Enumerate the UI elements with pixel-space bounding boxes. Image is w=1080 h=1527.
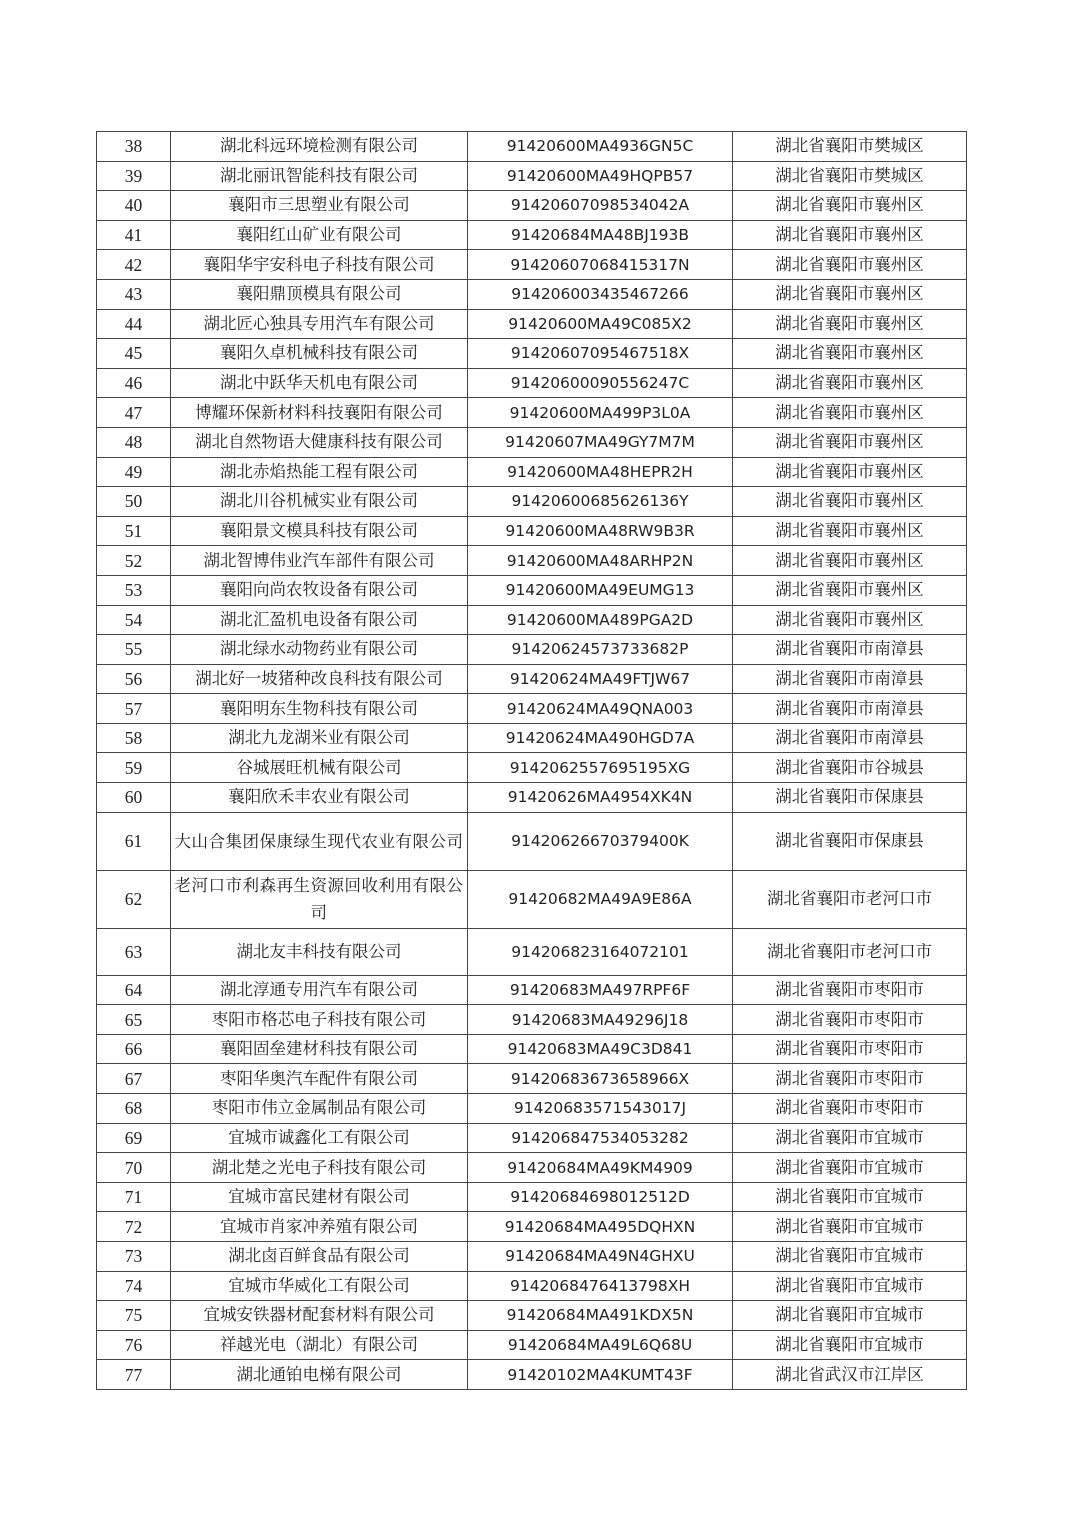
table-row xyxy=(97,398,967,428)
credit-code: 914206003435467266 xyxy=(468,279,733,309)
region: 湖北省武汉市江岸区 xyxy=(733,1360,967,1390)
company-name: 枣阳华奥汽车配件有限公司 xyxy=(171,1064,468,1094)
company-name: 湖北自然物语大健康科技有限公司 xyxy=(171,427,468,457)
company-name: 老河口市利森再生资源回收利用有限公司 xyxy=(171,870,468,928)
row-number: 66 xyxy=(97,1034,171,1064)
table-row xyxy=(97,635,967,665)
table-row xyxy=(97,427,967,457)
company-name: 湖北科远环境检测有限公司 xyxy=(171,132,468,162)
region: 湖北省襄阳市襄州区 xyxy=(733,309,967,339)
row-number: 45 xyxy=(97,339,171,369)
row-number: 74 xyxy=(97,1271,171,1301)
credit-code: 91420684MA491KDX5N xyxy=(468,1301,733,1331)
region: 湖北省襄阳市枣阳市 xyxy=(733,1005,967,1035)
row-number: 72 xyxy=(97,1212,171,1242)
region: 湖北省襄阳市枣阳市 xyxy=(733,1064,967,1094)
company-name: 宜城市肖家冲养殖有限公司 xyxy=(171,1212,468,1242)
company-name: 宜城安铁器材配套材料有限公司 xyxy=(171,1301,468,1331)
table-row xyxy=(97,1330,967,1360)
credit-code: 91420684MA48BJ193B xyxy=(468,220,733,250)
table-row xyxy=(97,1064,967,1094)
region: 湖北省襄阳市宜城市 xyxy=(733,1123,967,1153)
row-number: 76 xyxy=(97,1330,171,1360)
table-row xyxy=(97,191,967,221)
company-name: 湖北智博伟业汽车部件有限公司 xyxy=(171,546,468,576)
table-row xyxy=(97,161,967,191)
row-number: 51 xyxy=(97,516,171,546)
credit-code: 91420683MA49296J18 xyxy=(468,1005,733,1035)
row-number: 47 xyxy=(97,398,171,428)
table-row xyxy=(97,1360,967,1390)
company-name: 湖北丽讯智能科技有限公司 xyxy=(171,161,468,191)
table-row xyxy=(97,309,967,339)
row-number: 56 xyxy=(97,664,171,694)
row-number: 63 xyxy=(97,928,171,975)
region: 湖北省襄阳市襄州区 xyxy=(733,457,967,487)
company-name: 宜城市诚鑫化工有限公司 xyxy=(171,1123,468,1153)
row-number: 62 xyxy=(97,870,171,928)
credit-code: 91420684MA49L6Q68U xyxy=(468,1330,733,1360)
company-name: 湖北楚之光电子科技有限公司 xyxy=(171,1153,468,1183)
row-number: 42 xyxy=(97,250,171,280)
credit-code: 91420102MA4KUMT43F xyxy=(468,1360,733,1390)
company-name: 宜城市华威化工有限公司 xyxy=(171,1271,468,1301)
credit-code: 91420600MA499P3L0A xyxy=(468,398,733,428)
row-number: 67 xyxy=(97,1064,171,1094)
row-number: 58 xyxy=(97,723,171,753)
region: 湖北省襄阳市襄州区 xyxy=(733,279,967,309)
company-name: 湖北匠心独具专用汽车有限公司 xyxy=(171,309,468,339)
company-name: 襄阳华宇安科电子科技有限公司 xyxy=(171,250,468,280)
row-number: 53 xyxy=(97,575,171,605)
row-number: 44 xyxy=(97,309,171,339)
row-number: 40 xyxy=(97,191,171,221)
row-number: 69 xyxy=(97,1123,171,1153)
table-row xyxy=(97,487,967,517)
company-name: 襄阳固垒建材科技有限公司 xyxy=(171,1034,468,1064)
table-row xyxy=(97,605,967,635)
table-body xyxy=(97,132,967,1390)
table-row xyxy=(97,1153,967,1183)
region: 湖北省襄阳市枣阳市 xyxy=(733,1094,967,1124)
company-name: 宜城市富民建材有限公司 xyxy=(171,1182,468,1212)
row-number: 54 xyxy=(97,605,171,635)
company-name: 襄阳久卓机械科技有限公司 xyxy=(171,339,468,369)
region: 湖北省襄阳市襄州区 xyxy=(733,191,967,221)
row-number: 55 xyxy=(97,635,171,665)
region: 湖北省襄阳市宜城市 xyxy=(733,1153,967,1183)
row-number: 39 xyxy=(97,161,171,191)
company-name: 襄阳欣禾丰农业有限公司 xyxy=(171,783,468,813)
table-row xyxy=(97,516,967,546)
credit-code: 91420600MA489PGA2D xyxy=(468,605,733,635)
region: 湖北省襄阳市老河口市 xyxy=(733,928,967,975)
region: 湖北省襄阳市宜城市 xyxy=(733,1182,967,1212)
credit-code: 91420684698012512D xyxy=(468,1182,733,1212)
region: 湖北省襄阳市襄州区 xyxy=(733,368,967,398)
region: 湖北省襄阳市枣阳市 xyxy=(733,1034,967,1064)
row-number: 41 xyxy=(97,220,171,250)
region: 湖北省襄阳市襄州区 xyxy=(733,546,967,576)
company-name: 祥越光电（湖北）有限公司 xyxy=(171,1330,468,1360)
company-name: 湖北卤百鲜食品有限公司 xyxy=(171,1242,468,1272)
company-name: 襄阳红山矿业有限公司 xyxy=(171,220,468,250)
company-name: 谷城展旺机械有限公司 xyxy=(171,753,468,783)
credit-code: 91420607098534042A xyxy=(468,191,733,221)
table-row xyxy=(97,1301,967,1331)
credit-code: 914206823164072101 xyxy=(468,928,733,975)
region: 湖北省襄阳市襄州区 xyxy=(733,220,967,250)
table-row xyxy=(97,1123,967,1153)
company-name: 博耀环保新材料科技襄阳有限公司 xyxy=(171,398,468,428)
credit-code: 91420607095467518X xyxy=(468,339,733,369)
table-row xyxy=(97,664,967,694)
row-number: 75 xyxy=(97,1301,171,1331)
row-number: 71 xyxy=(97,1182,171,1212)
row-number: 38 xyxy=(97,132,171,162)
company-name: 湖北赤焰热能工程有限公司 xyxy=(171,457,468,487)
table-row xyxy=(97,368,967,398)
company-name: 枣阳市伟立金属制品有限公司 xyxy=(171,1094,468,1124)
row-number: 60 xyxy=(97,783,171,813)
region: 湖北省襄阳市樊城区 xyxy=(733,132,967,162)
credit-code: 91420684MA495DQHXN xyxy=(468,1212,733,1242)
credit-code: 91420683MA497RPF6F xyxy=(468,975,733,1005)
company-name: 襄阳市三思塑业有限公司 xyxy=(171,191,468,221)
credit-code: 91420600MA48ARHP2N xyxy=(468,546,733,576)
region: 湖北省襄阳市宜城市 xyxy=(733,1212,967,1242)
credit-code: 91420600MA4936GN5C xyxy=(468,132,733,162)
company-name: 湖北九龙湖米业有限公司 xyxy=(171,723,468,753)
credit-code: 91420624MA490HGD7A xyxy=(468,723,733,753)
table-row xyxy=(97,339,967,369)
credit-code: 91420683673658966X xyxy=(468,1064,733,1094)
credit-code: 91420600685626136Y xyxy=(468,487,733,517)
company-name: 大山合集团保康绿生现代农业有限公司 xyxy=(171,812,468,870)
region: 湖北省襄阳市老河口市 xyxy=(733,870,967,928)
credit-code: 91420624573733682P xyxy=(468,635,733,665)
company-name: 湖北汇盈机电设备有限公司 xyxy=(171,605,468,635)
credit-code: 9142068476413798XH xyxy=(468,1271,733,1301)
credit-code: 91420684MA49KM4909 xyxy=(468,1153,733,1183)
credit-code: 91420683571543017J xyxy=(468,1094,733,1124)
row-number: 59 xyxy=(97,753,171,783)
table-row xyxy=(97,1242,967,1272)
company-name: 湖北通铂电梯有限公司 xyxy=(171,1360,468,1390)
row-number: 48 xyxy=(97,427,171,457)
row-number: 68 xyxy=(97,1094,171,1124)
company-name: 湖北中跃华天机电有限公司 xyxy=(171,368,468,398)
credit-code: 91420600090556247C xyxy=(468,368,733,398)
region: 湖北省襄阳市南漳县 xyxy=(733,694,967,724)
table-row xyxy=(97,575,967,605)
credit-code: 91420600MA49HQPB57 xyxy=(468,161,733,191)
region: 湖北省襄阳市南漳县 xyxy=(733,664,967,694)
row-number: 43 xyxy=(97,279,171,309)
table-row xyxy=(97,1182,967,1212)
company-name: 湖北好一坡猪种改良科技有限公司 xyxy=(171,664,468,694)
region: 湖北省襄阳市南漳县 xyxy=(733,723,967,753)
table-row xyxy=(97,546,967,576)
company-list-table xyxy=(96,131,967,1390)
table-row xyxy=(97,457,967,487)
credit-code: 91420626MA4954XK4N xyxy=(468,783,733,813)
table-row xyxy=(97,132,967,162)
table-row xyxy=(97,250,967,280)
table-row xyxy=(97,1034,967,1064)
credit-code: 914206847534053282 xyxy=(468,1123,733,1153)
table-row xyxy=(97,870,967,928)
company-name: 襄阳景文模具科技有限公司 xyxy=(171,516,468,546)
credit-code: 91420624MA49FTJW67 xyxy=(468,664,733,694)
row-number: 52 xyxy=(97,546,171,576)
region: 湖北省襄阳市谷城县 xyxy=(733,753,967,783)
region: 湖北省襄阳市宜城市 xyxy=(733,1330,967,1360)
region: 湖北省襄阳市枣阳市 xyxy=(733,975,967,1005)
region: 湖北省襄阳市宜城市 xyxy=(733,1301,967,1331)
table-row xyxy=(97,783,967,813)
credit-code: 91420684MA49N4GHXU xyxy=(468,1242,733,1272)
credit-code: 91420607068415317N xyxy=(468,250,733,280)
company-name: 枣阳市格芯电子科技有限公司 xyxy=(171,1005,468,1035)
region: 湖北省襄阳市襄州区 xyxy=(733,427,967,457)
table-row xyxy=(97,1094,967,1124)
region: 湖北省襄阳市宜城市 xyxy=(733,1271,967,1301)
row-number: 77 xyxy=(97,1360,171,1390)
company-name: 襄阳明东生物科技有限公司 xyxy=(171,694,468,724)
credit-code: 91420624MA49QNA003 xyxy=(468,694,733,724)
table-row xyxy=(97,723,967,753)
credit-code: 91420683MA49C3D841 xyxy=(468,1034,733,1064)
company-name: 襄阳鼎顶模具有限公司 xyxy=(171,279,468,309)
row-number: 49 xyxy=(97,457,171,487)
company-name: 湖北川谷机械实业有限公司 xyxy=(171,487,468,517)
credit-code: 91420600MA48HEPR2H xyxy=(468,457,733,487)
company-name: 湖北绿水动物药业有限公司 xyxy=(171,635,468,665)
credit-code: 91420682MA49A9E86A xyxy=(468,870,733,928)
row-number: 46 xyxy=(97,368,171,398)
table-row xyxy=(97,1271,967,1301)
region: 湖北省襄阳市保康县 xyxy=(733,812,967,870)
row-number: 73 xyxy=(97,1242,171,1272)
table-row xyxy=(97,753,967,783)
region: 湖北省襄阳市保康县 xyxy=(733,783,967,813)
credit-code: 91420600MA48RW9B3R xyxy=(468,516,733,546)
table-row xyxy=(97,1005,967,1035)
region: 湖北省襄阳市襄州区 xyxy=(733,575,967,605)
credit-code: 91420600MA49C085X2 xyxy=(468,309,733,339)
region: 湖北省襄阳市襄州区 xyxy=(733,339,967,369)
table-row xyxy=(97,975,967,1005)
row-number: 70 xyxy=(97,1153,171,1183)
company-name: 湖北友丰科技有限公司 xyxy=(171,928,468,975)
region: 湖北省襄阳市襄州区 xyxy=(733,516,967,546)
row-number: 50 xyxy=(97,487,171,517)
region: 湖北省襄阳市襄州区 xyxy=(733,487,967,517)
region: 湖北省襄阳市襄州区 xyxy=(733,605,967,635)
table-row xyxy=(97,812,967,870)
credit-code: 91420626670379400K xyxy=(468,812,733,870)
region: 湖北省襄阳市襄州区 xyxy=(733,398,967,428)
row-number: 57 xyxy=(97,694,171,724)
company-name: 湖北淳通专用汽车有限公司 xyxy=(171,975,468,1005)
table-row xyxy=(97,279,967,309)
credit-code: 91420600MA49EUMG13 xyxy=(468,575,733,605)
company-name: 襄阳向尚农牧设备有限公司 xyxy=(171,575,468,605)
row-number: 65 xyxy=(97,1005,171,1035)
region: 湖北省襄阳市宜城市 xyxy=(733,1242,967,1272)
table-row xyxy=(97,694,967,724)
row-number: 64 xyxy=(97,975,171,1005)
table-row xyxy=(97,220,967,250)
table-row xyxy=(97,1212,967,1242)
region: 湖北省襄阳市南漳县 xyxy=(733,635,967,665)
row-number: 61 xyxy=(97,812,171,870)
credit-code: 91420607MA49GY7M7M xyxy=(468,427,733,457)
region: 湖北省襄阳市襄州区 xyxy=(733,250,967,280)
region: 湖北省襄阳市樊城区 xyxy=(733,161,967,191)
table-row xyxy=(97,928,967,975)
credit-code: 9142062557695195XG xyxy=(468,753,733,783)
